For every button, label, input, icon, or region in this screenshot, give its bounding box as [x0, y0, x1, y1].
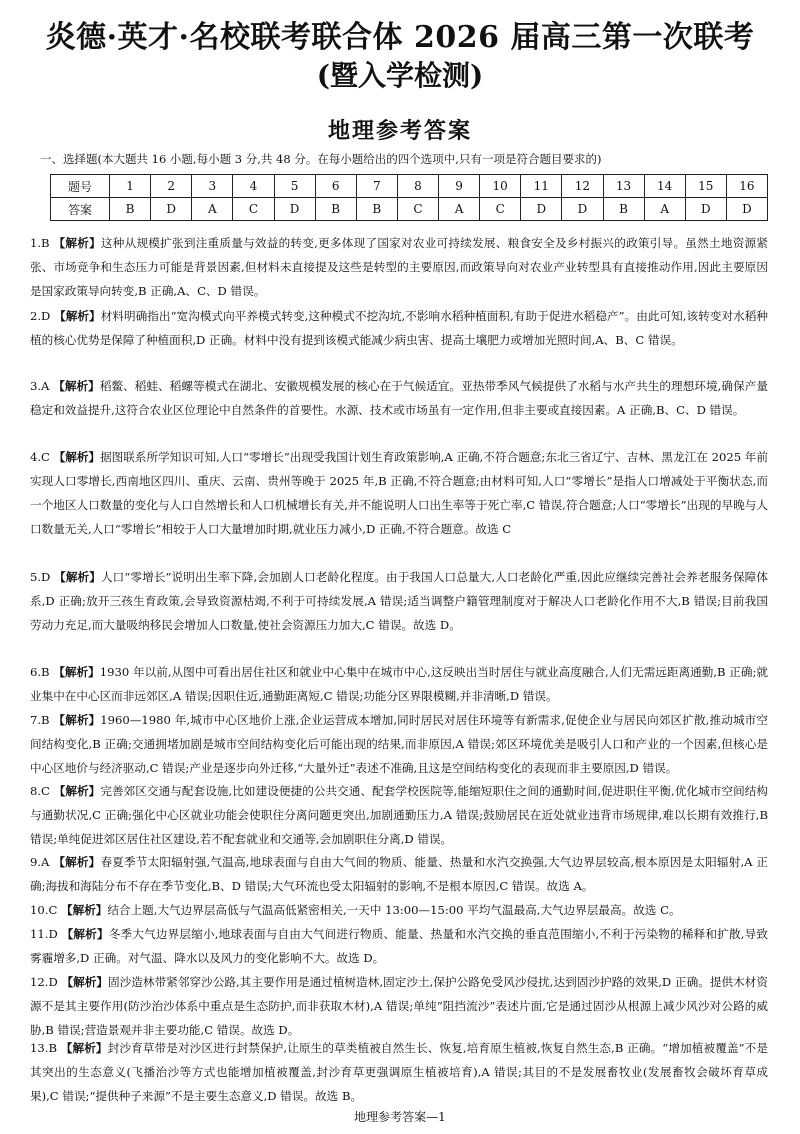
- exam-subtitle: (暨入学检测): [316, 59, 484, 92]
- table-cell: 6: [315, 175, 356, 198]
- table-cell: A: [192, 198, 233, 221]
- table-cell: C: [233, 198, 274, 221]
- table-cell: D: [274, 198, 315, 221]
- table-cell: 1: [110, 175, 151, 198]
- answer-table: [50, 174, 768, 221]
- answer-explanation-6: 6.B 【解析】1930 年以前,从图中可看出居住社区和就业中心集中在城市中心,这反映出当时居住与就业高度融合,人们无需远距离通勤,B 正确;就业集中在中心区而非远郊区,A 错误;因职住近,通勤距离短,C 错误;功能分区界限模糊,并非清晰,D 错误。: [30, 665, 768, 703]
- table-cell: D: [726, 198, 767, 221]
- answer-explanation-4: 4.C 【解析】据图联系所学知识可知,人口“零增长”出现受我国计划生育政策影响,A 正确,不符合题意;东北三省辽宁、吉林、黑龙江在 2025 年前实现人口零增长,西南地区四川、重庆、云南、贵州等晚于 2025 年,B 正确,不符合题意;由材料可知,人口“零增长”是指人口增减处于平衡状态,而一个地区人口数量的变化与人口自然增长和人口机械增长有关,并不能说明人口出生率等于死亡率,C 错误,符合题意;人口“零增长”出现的早晚与人口数量无关,人口“零增长”相较于人口大量增加时期,就业压力减小,D 正确,不符合题意。故选 C: [30, 450, 768, 536]
- answer-explanation-9: 9.A 【解析】春夏季节太阳辐射强,气温高,地球表面与自由大气间的物质、能量、热量和水汽交换强,大气边界层较高,根本原因是太阳辐射,A 正确;海拔和海陆分布不存在季节变化,B、D 错误;大气环流也受太阳辐射的影响,不是根本原因,C 错误。故选 A。: [30, 855, 768, 893]
- table-cell: C: [397, 198, 438, 221]
- table-cell: B: [603, 198, 644, 221]
- answer-explanation-7: 7.B 【解析】1960—1980 年,城市中心区地价上涨,企业运营成本增加,同时居民对居住环境等有新需求,促使企业与居民向郊区扩散,推动城市空间结构变化,B 正确;交通拥堵加剧是城市空间结构变化后可能出现的结果,而非原因,A 错误;郊区环境优美是吸引人口和产业的一个因素,但核心是中心区地价与经济驱动,C 错误;产业是逐步向外迁移,“大量外迁”表述不准确,且这是空间结构变化的表现而非主要原因,D 错误。: [30, 713, 768, 775]
- table-row-numbers: [51, 175, 768, 198]
- answer-explanation-10: 10.C 【解析】结合上题,大气边界层高低与气温高低紧密相关,一天中 13:00—15:00 平均气温最高,大气边界层最高。故选 C。: [30, 903, 681, 917]
- table-cell: D: [562, 198, 603, 221]
- answer-explanation-11: 11.D 【解析】冬季大气边界层缩小,地球表面与自由大气间进行物质、能量、热量和水汽交换的垂直范围缩小,不利于污染物的稀释和扩散,导致雾霾增多,D 正确。对气温、降水以及风力的变化影响不大。故选 D。: [30, 927, 768, 965]
- page-footer: 地理参考答案—1: [354, 1110, 446, 1124]
- table-cell: A: [644, 198, 685, 221]
- answer-explanation-12: 12.D 【解析】固沙造林带紧邻穿沙公路,其主要作用是通过植树造林,固定沙土,保护公路免受风沙侵扰,达到固沙护路的效果,D 正确。提供木材资源不是其主要作用(防沙治沙体系中重点是生态防护,而非获取木材),A 错误;单纯“阻挡流沙”表述片面,它是通过固沙从根源上减少风沙对公路的威胁,B 错误;营造景观并非主要功能,C 错误。故选 D。: [30, 975, 768, 1037]
- answer-explanation-1: 1.B 【解析】这种从规模扩张到注重质量与效益的转变,更多体现了国家对农业可持续发展、粮食安全及乡村振兴的政策引导。虽然土地资源紧张、市场竞争和生态压力可能是背景因素,但材料未直接提及这些是转型的主要原因,而政策导向对农业产业转型具有直接推动作用,因此主要原因是国家政策导向转变,B 正确,A、C、D 错误。: [30, 236, 768, 298]
- table-cell: 14: [644, 175, 685, 198]
- table-cell: 7: [356, 175, 397, 198]
- answer-explanation-8: 8.C 【解析】完善郊区交通与配套设施,比如建设便捷的公共交通、配套学校医院等,能缩短职住之间的通勤时间,促进职住平衡,优化城市空间结构与通勤状况,C 正确;强化中心区就业功能会使职住分离问题更突出,加剧通勤压力,A 错误;鼓励居民在近处就业违背市场规律,难以长期有效推行,B 错误;单纯促进郊区居住社区建设,若不配套就业和交通等,会加剧职住分离,D 错误。: [30, 784, 768, 846]
- table-cell: 10: [480, 175, 521, 198]
- table-cell: 5: [274, 175, 315, 198]
- table-row-answers: [51, 198, 768, 221]
- table-cell: 2: [151, 175, 192, 198]
- table-cell: 15: [685, 175, 726, 198]
- table-cell: B: [356, 198, 397, 221]
- table-cell: D: [521, 198, 562, 221]
- document-title: 地理参考答案: [327, 118, 472, 144]
- table-cell: 13: [603, 175, 644, 198]
- table-cell: C: [480, 198, 521, 221]
- answer-explanation-3: 3.A 【解析】稻鳖、稻蛙、稻螺等模式在湖北、安徽规模发展的核心在于气候适宜。亚热带季风气候提供了水稻与水产共生的理想环境,确保产量稳定和效益提升,这符合农业区位理论中自然条件的首要性。水源、技术或市场虽有一定作用,但非主要或直接因素。A 正确,B、C、D 错误。: [30, 379, 768, 417]
- answer-explanation-13: 13.B 【解析】封沙育草带是对沙区进行封禁保护,让原生的草类植被自然生长、恢复,培育原生植被,恢复自然生态,B 正确。“增加植被覆盖”不是其突出的生态意义(飞播治沙等方式也能增加植被覆盖,封沙育草更强调原生植被培育),A 错误;其目的不是发展畜牧业(发展畜牧会破坏育草成果),C 错误;“提供种子来源”不是主要生态意义,D 错误。故选 B。: [30, 1041, 768, 1103]
- table-cell: D: [151, 198, 192, 221]
- table-cell: 4: [233, 175, 274, 198]
- row-label-answer: 答案: [51, 198, 110, 221]
- table-cell: A: [439, 198, 480, 221]
- table-cell: B: [315, 198, 356, 221]
- table-cell: B: [110, 198, 151, 221]
- exam-title: 炎德·英才·名校联考联合体 2026 届高三第一次联考: [45, 20, 755, 55]
- table-cell: 9: [439, 175, 480, 198]
- table-cell: 11: [521, 175, 562, 198]
- table-cell: 8: [397, 175, 438, 198]
- answer-explanation-5: 5.D 【解析】人口“零增长”说明出生率下降,会加剧人口老龄化程度。由于我国人口总量大,人口老龄化严重,因此应继续完善社会养老服务保障体系,D 正确;放开三孩生育政策,会导致资源枯竭,不利于可持续发展,A 错误;适当调整户籍管理制度对于解决人口老龄化作用不大,B 错误;目前我国劳动力充足,而大量吸纳移民会增加人口数量,使社会资源压力加大,C 错误。故选 D。: [30, 570, 768, 632]
- table-cell: 12: [562, 175, 603, 198]
- table-cell: 3: [192, 175, 233, 198]
- table-cell: D: [685, 198, 726, 221]
- row-label-number: 题号: [51, 175, 110, 198]
- table-cell: 16: [726, 175, 767, 198]
- answer-explanation-2: 2.D 【解析】材料明确指出“宽沟模式向平养模式转变,这种模式不挖沟坑,不影响水稻种植面积,有助于促进水稻稳产”。由此可知,该转变对水稻种植的核心优势是保障了种植面积,D 正确。材料中没有提到该模式能减少病虫害、提高土壤肥力或增加光照时间,A、B、C 错误。: [30, 309, 769, 347]
- section-heading: 一、选择题(本大题共 16 小题,每小题 3 分,共 48 分。在每小题给出的四个选项中,只有一项是符合题目要求的): [40, 152, 602, 166]
